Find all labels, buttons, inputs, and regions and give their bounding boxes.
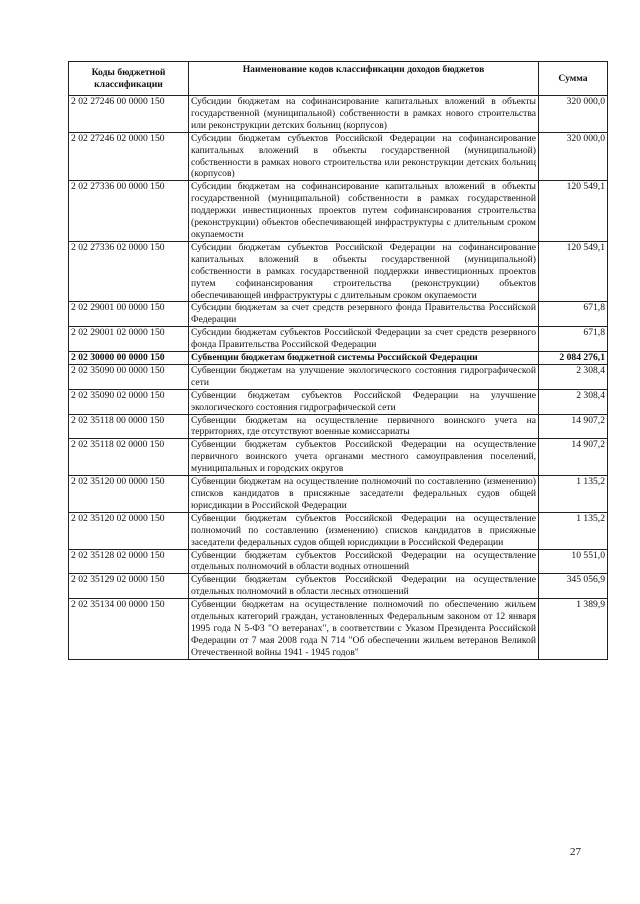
table-row: [69, 414, 608, 439]
table-row: [69, 327, 608, 352]
table-row: [69, 512, 608, 549]
sum-cell: 1 135,2: [539, 512, 608, 549]
code-cell: 2 02 35129 02 0000 150: [69, 574, 189, 599]
table-row: [69, 549, 608, 574]
sum-cell: 2 308,4: [539, 364, 608, 389]
code-cell: 2 02 35134 00 0000 150: [69, 599, 189, 660]
header-row: [69, 62, 608, 96]
header-codes: Коды бюджетной классификации: [69, 62, 189, 96]
code-cell: 2 02 35120 00 0000 150: [69, 476, 189, 513]
name-cell: Субсидии бюджетам за счет средств резервного фонда Правительства Российской Федерации: [189, 302, 539, 327]
code-cell: 2 02 35120 02 0000 150: [69, 512, 189, 549]
name-cell: Субсидии бюджетам на софинансирование капитальных вложений в объекты государственной (муниципальной) собственности в рамках государственной поддержки инвестиционных проектов путем софинансирования строительства (реконструкции) объектов обеспечивающей инфраструктуры с длительным сроком окупаемости: [189, 181, 539, 242]
table-row: [69, 241, 608, 302]
sum-cell: 671,8: [539, 327, 608, 352]
code-cell: 2 02 27246 02 0000 150: [69, 132, 189, 181]
name-cell: Субвенции бюджетам субъектов Российской Федерации на осуществление отдельных полномочий в области лесных отношений: [189, 574, 539, 599]
table-row: [69, 389, 608, 414]
budget-classification-table: [68, 61, 608, 660]
table-body: [69, 96, 608, 660]
sum-cell: 120 549,1: [539, 241, 608, 302]
table-row: [69, 181, 608, 242]
name-cell: Субвенции бюджетам субъектов Российской Федерации на осуществление первичного воинского учета органами местного самоуправления поселений, муниципальных и городских округов: [189, 439, 539, 476]
name-cell: Субсидии бюджетам субъектов Российской Федерации за счет средств резервного фонда Правительства Российской Федерации: [189, 327, 539, 352]
table-row: [69, 302, 608, 327]
name-cell: Субсидии бюджетам субъектов Российской Федерации на софинансирование капитальных вложений в объекты государственной (муниципальной) собственности в рамках государственной поддержки инвестиционных проектов путем софинансирования строительства (реконструкции) объектов обеспечивающей инфраструктуры с длительным сроком окупаемости: [189, 241, 539, 302]
sum-cell: 2 308,4: [539, 389, 608, 414]
sum-cell: 14 907,2: [539, 414, 608, 439]
table-row: [69, 364, 608, 389]
name-cell: Субсидии бюджетам субъектов Российской Федерации на софинансирование капитальных вложений в объекты государственной (муниципальной) собственности в рамках нового строительства или реконструкции детских больниц (корпусов): [189, 132, 539, 181]
code-cell: 2 02 35090 00 0000 150: [69, 364, 189, 389]
code-cell: 2 02 35118 00 0000 150: [69, 414, 189, 439]
code-cell: 2 02 35090 02 0000 150: [69, 389, 189, 414]
table-row: [69, 476, 608, 513]
sum-cell: 10 551,0: [539, 549, 608, 574]
name-cell: Субсидии бюджетам на софинансирование капитальных вложений в объекты государственной (муниципальной) собственности в рамках нового строительства или реконструкции детских больниц (корпусов): [189, 96, 539, 133]
sum-cell: 320 000,0: [539, 132, 608, 181]
code-cell: 2 02 35118 02 0000 150: [69, 439, 189, 476]
code-cell: 2 02 30000 00 0000 150: [69, 352, 189, 365]
table-row: [69, 439, 608, 476]
name-cell: Субвенции бюджетам на улучшение экологического состояния гидрографической сети: [189, 364, 539, 389]
code-cell: 2 02 29001 00 0000 150: [69, 302, 189, 327]
table-row: [69, 352, 608, 365]
table-row: [69, 599, 608, 660]
table-header: [69, 62, 608, 96]
sum-cell: 345 056,9: [539, 574, 608, 599]
sum-cell: 2 084 276,1: [539, 352, 608, 365]
name-cell: Субвенции бюджетам на осуществление полномочий по составлению (изменению) списков кандидатов в присяжные заседатели федеральных судов общей юрисдикции в Российской Федерации: [189, 476, 539, 513]
code-cell: 2 02 29001 02 0000 150: [69, 327, 189, 352]
table-row: [69, 96, 608, 133]
name-cell: Субвенции бюджетам субъектов Российской Федерации на осуществление отдельных полномочий в области водных отношений: [189, 549, 539, 574]
name-cell: Субвенции бюджетам субъектов Российской Федерации на осуществление полномочий по составлению (изменению) списков кандидатов в присяжные заседатели федеральных судов общей юрисдикции в Российской Федерации: [189, 512, 539, 549]
name-cell: Субвенции бюджетам на осуществление полномочий по обеспечению жильем отдельных категорий граждан, установленных Федеральным законом от 12 января 1995 года N 5-ФЗ "О ветеранах", в соответствии с Указом Президента Российской Федерации от 7 мая 2008 года N 714 "Об обеспечении жильем ветеранов Великой Отечественной войны 1941 - 1945 годов": [189, 599, 539, 660]
sum-cell: 671,8: [539, 302, 608, 327]
name-cell: Субвенции бюджетам бюджетной системы Российской Федерации: [189, 352, 539, 365]
header-name: Наименование кодов классификации доходов бюджетов: [189, 62, 539, 96]
code-cell: 2 02 27246 00 0000 150: [69, 96, 189, 133]
table-row: [69, 132, 608, 181]
name-cell: Субвенции бюджетам на осуществление первичного воинского учета на территориях, где отсутствуют военные комиссариаты: [189, 414, 539, 439]
table-row: [69, 574, 608, 599]
sum-cell: 120 549,1: [539, 181, 608, 242]
code-cell: 2 02 35128 02 0000 150: [69, 549, 189, 574]
sum-cell: 1 135,2: [539, 476, 608, 513]
header-sum: Сумма: [539, 62, 608, 96]
code-cell: 2 02 27336 02 0000 150: [69, 241, 189, 302]
code-cell: 2 02 27336 00 0000 150: [69, 181, 189, 242]
page-number: 27: [570, 846, 581, 858]
name-cell: Субвенции бюджетам субъектов Российской Федерации на улучшение экологического состояния гидрографической сети: [189, 389, 539, 414]
sum-cell: 320 000,0: [539, 96, 608, 133]
sum-cell: 14 907,2: [539, 439, 608, 476]
sum-cell: 1 389,9: [539, 599, 608, 660]
